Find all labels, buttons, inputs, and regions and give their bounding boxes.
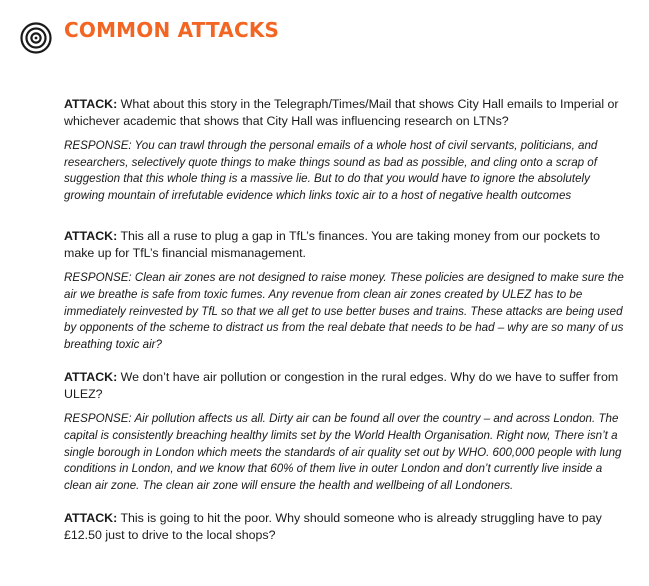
attacks-list [64, 96, 632, 552]
attack-label: ATTACK: [64, 229, 118, 244]
attack-entry [64, 228, 632, 353]
page-title: COMMON ATTACKS [64, 18, 280, 42]
attack-response: RESPONSE: Air pollution affects us all. Dirty air can be found all over the country – and across London. The capital is consistently breaching healthy limits set by the World Health Organisation. Right now, There isn’t a single borough in London which meets the standards of air quality set out by WHO. 600,000 people with lung conditions in London, and we know that 60% of them live in outer London and don’t currently live inside a clean air zone. The clean air zone will ensure the health and wellbeing of all Londoners. [64, 412, 622, 492]
attack-entry [64, 369, 632, 494]
attack-question [64, 510, 632, 544]
attack-text: This all a ruse to plug a gap in TfL’s finances. You are taking money from our pockets to make up for TfL’s financial mismanagement. [64, 229, 601, 261]
attack-question [64, 369, 632, 403]
attack-response: RESPONSE: You can trawl through the personal emails of a whole host of civil servants, politicians, and researchers, selectively quote things to make things sound as bad as possible, and cling onto a scrap of suggestion that this whole thing is a massive lie. But to do that you would have to ignore the absolutely growing mountain of irrefutable evidence which links toxic air to a host of negative health outcomes [64, 139, 598, 202]
attack-entry [64, 96, 632, 204]
attack-question [64, 228, 632, 262]
attack-text: This is going to hit the poor. Why should someone who is already struggling have to pay £12.50 just to drive to the local shops? [64, 511, 602, 543]
attack-question [64, 96, 632, 130]
attack-response: RESPONSE: Clean air zones are not designed to raise money. These policies are designed to make sure the air we breathe is safe from toxic fumes. Any revenue from clean air zones created by ULEZ has to be immediately reinvested by TfL so that we all get to use better buses and trains. These attacks are being used by opponents of the scheme to distract us from the real debate that needs to be had – why are so many of us breathing toxic air? [64, 271, 624, 351]
attack-label: ATTACK: [64, 97, 118, 111]
attack-label: ATTACK: [64, 370, 118, 385]
attack-text: What about this story in the Telegraph/Times/Mail that shows City Hall emails to Imperial or whichever academic that shows that City Hall was influencing research on LTNs? [64, 97, 619, 128]
header [20, 18, 52, 58]
attack-text: We don’t have air pollution or congestion in the rural edges. Why do we have to suffer from ULEZ? [64, 370, 619, 402]
attack-label: ATTACK: [64, 511, 118, 526]
attack-entry [64, 510, 632, 544]
target-icon [20, 22, 52, 54]
